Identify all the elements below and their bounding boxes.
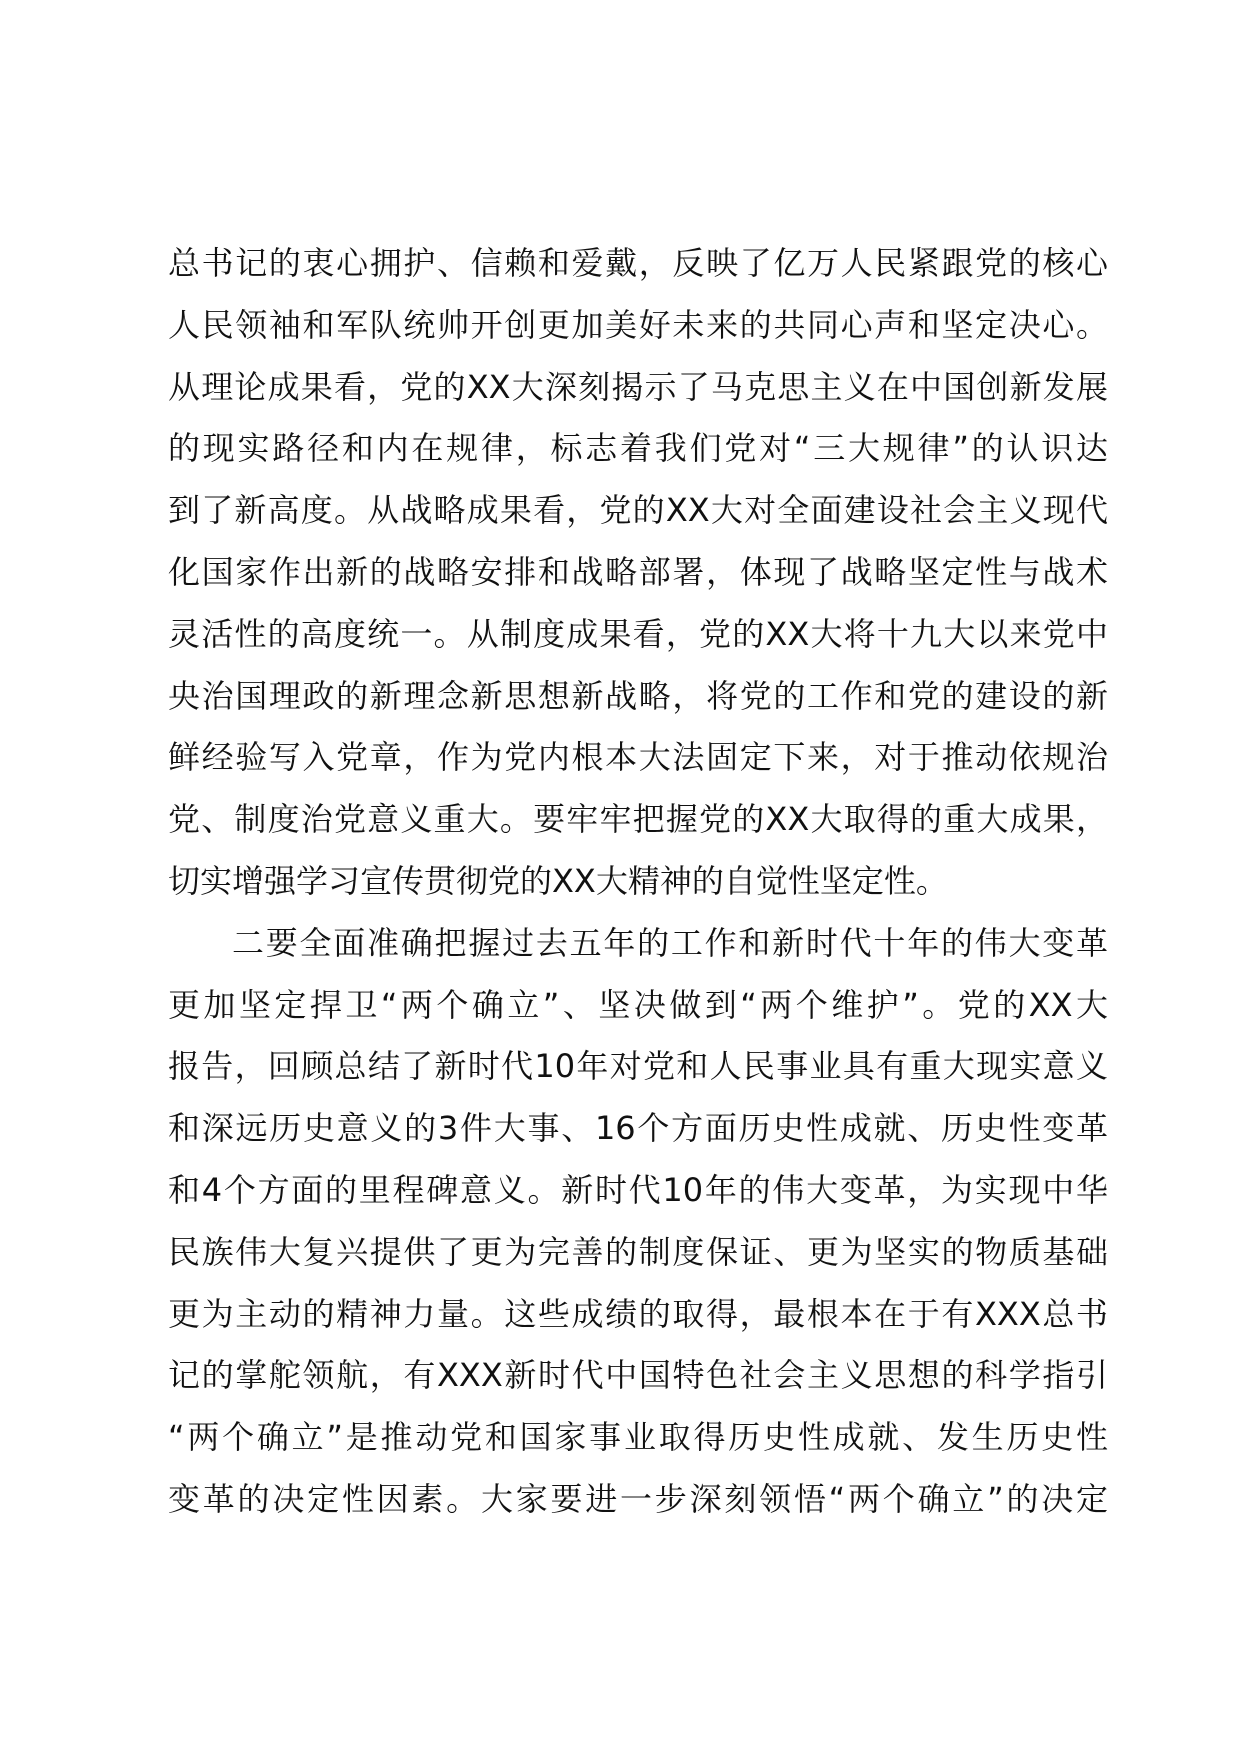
text-line: 化国家作出新的战略安排和战略部署，体现了战略坚定性与战术 [168, 552, 1108, 591]
text-line: 报告，回顾总结了新时代10年对党和人民事业具有重大现实意义 [168, 1047, 1108, 1086]
text-line-paragraph-end: 切实增强学习宣传贯彻党的XX大精神的自觉性坚定性。 [168, 861, 948, 900]
text-line: 从理论成果看，党的XX大深刻揭示了马克思主义在中国创新发展 [168, 367, 1108, 406]
text-line: “两个确立”是推动党和国家事业取得历史性成就、发生历史性 [168, 1418, 1108, 1457]
text-line: 和深远历史意义的3件大事、16个方面历史性成就、历史性变革 [168, 1109, 1108, 1148]
text-line: 央治国理政的新理念新思想新战略，将党的工作和党的建设的新 [168, 676, 1108, 715]
text-line: 记的掌舵领航，有XXX新时代中国特色社会主义思想的科学指引 [168, 1356, 1108, 1395]
text-line: 人民领袖和军队统帅开创更加美好未来的共同心声和坚定决心。 [168, 305, 1108, 344]
text-line: 总书记的衷心拥护、信赖和爱戴，反映了亿万人民紧跟党的核心 [168, 244, 1108, 282]
text-line: 灵活性的高度统一。从制度成果看，党的XX大将十九大以来党中 [168, 614, 1108, 653]
text-line-paragraph-start: 二要全面准确把握过去五年的工作和新时代十年的伟大变革 [232, 923, 1108, 962]
text-line: 更加坚定捍卫“两个确立”、坚决做到“两个维护”。党的XX大 [168, 985, 1108, 1024]
text-line: 民族伟大复兴提供了更为完善的制度保证、更为坚实的物质基础 [168, 1232, 1108, 1271]
text-line: 变革的决定性因素。大家要进一步深刻领悟“两个确立”的决定 [168, 1479, 1108, 1518]
text-line: 鲜经验写入党章，作为党内根本大法固定下来，对于推动依规治 [168, 738, 1108, 777]
text-line: 更为主动的精神力量。这些成绩的取得，最根本在于有XXX总书 [168, 1294, 1108, 1333]
text-line: 到了新高度。从战略成果看，党的XX大对全面建设社会主义现代 [168, 491, 1108, 530]
text-line: 党、制度治党意义重大。要牢牢把握党的XX大取得的重大成果， [168, 800, 1108, 839]
text-line: 的现实路径和内在规律，标志着我们党对“三大规律”的认识达 [168, 429, 1108, 468]
body-text [168, 233, 1108, 1531]
text-line: 和4个方面的里程碑意义。新时代10年的伟大变革，为实现中华 [168, 1170, 1108, 1209]
